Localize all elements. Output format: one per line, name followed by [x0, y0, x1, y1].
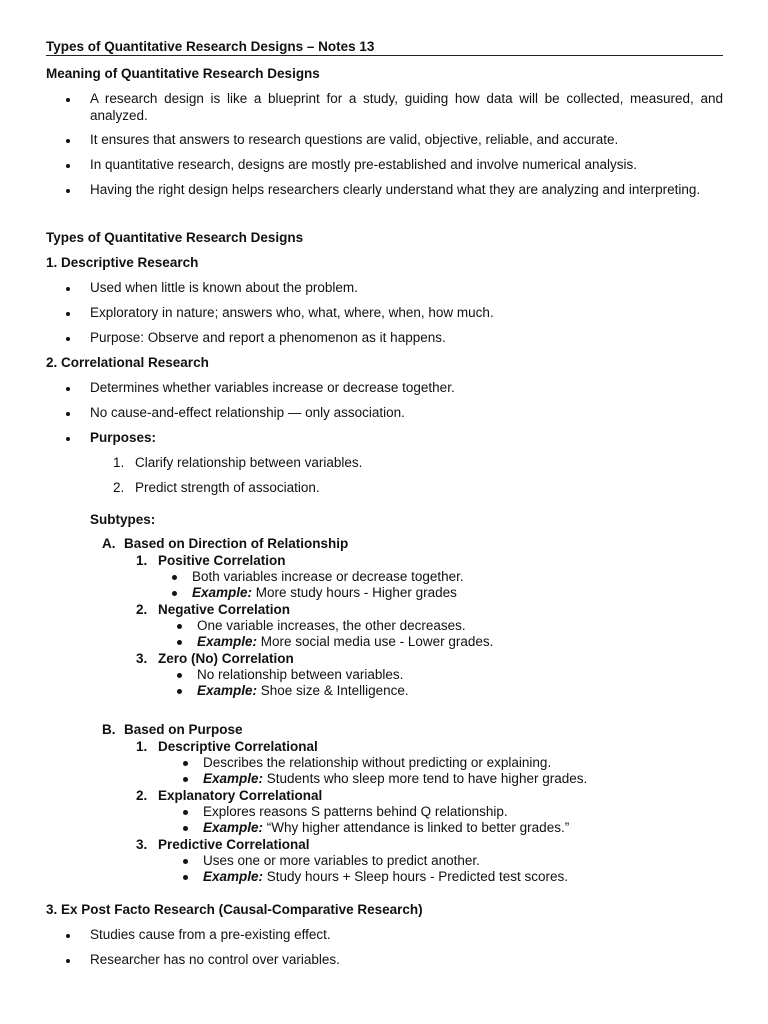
meaning-bullet-3: In quantitative research, designs are mostly pre-established and involve numerical analysis. — [90, 157, 638, 172]
purpose-item: Predict strength of association. — [135, 480, 320, 495]
correlational-bullet-2: No cause-and-effect relationship — only association. — [90, 405, 405, 420]
descriptive-bullet-3: Purpose: Observe and report a phenomenon as it happens. — [90, 330, 446, 345]
subtypes-label: Subtypes: — [90, 512, 156, 527]
bullet-icon — [66, 337, 70, 341]
meaning-bullet-1: A research design is like a blueprint for a study, guiding how data will be collected, measured, and analyzed. — [90, 91, 723, 123]
bullet-icon — [66, 164, 70, 168]
example-label: Example: — [192, 585, 253, 600]
bullet-icon — [66, 287, 70, 291]
ex-post-facto-bullet-2: Researcher has no control over variables. — [90, 952, 340, 967]
group-a-title: Based on Direction of Relationship — [124, 536, 349, 551]
bullet-icon — [66, 934, 70, 938]
correlational-bullet-1: Determines whether variables increase or decrease together. — [90, 380, 455, 395]
bullet-icon — [66, 312, 70, 316]
purpose-number: 2. — [113, 480, 125, 495]
subtype-example — [203, 771, 587, 787]
subtype-title: Negative Correlation — [158, 602, 291, 617]
descriptive-bullet-2: Exploratory in nature; answers who, what, where, when, how much. — [90, 305, 494, 320]
subtype-description: No relationship between variables. — [197, 667, 404, 682]
bullet-icon — [183, 875, 188, 880]
subtype-example — [203, 869, 568, 885]
example-label: Example: — [203, 771, 264, 786]
subtype-description: One variable increases, the other decreases. — [197, 618, 466, 633]
bullet-icon — [66, 98, 70, 102]
bullet-icon — [172, 591, 177, 596]
example-label: Example: — [197, 683, 258, 698]
bullet-icon — [66, 412, 70, 416]
descriptive-bullet-1: Used when little is known about the problem. — [90, 280, 358, 295]
example-text: Study hours + Sleep hours - Predicted test scores. — [263, 869, 569, 884]
subtype-example — [192, 585, 457, 601]
subtype-description: Explores reasons S patterns behind Q relationship. — [203, 804, 508, 819]
purpose-item: Clarify relationship between variables. — [135, 455, 363, 470]
example-text: Students who sleep more tend to have higher grades. — [263, 771, 588, 786]
example-label: Example: — [203, 820, 264, 835]
bullet-icon — [66, 437, 70, 441]
bullet-icon — [183, 761, 188, 766]
purposes-label: Purposes: — [90, 430, 157, 445]
bullet-icon — [177, 689, 182, 694]
descriptive-heading: 1. Descriptive Research — [46, 255, 199, 270]
title-rule — [46, 55, 723, 56]
subtype-number: 3. — [136, 651, 148, 666]
bullet-icon — [183, 777, 188, 782]
bullet-icon — [66, 189, 70, 193]
subtype-title: Positive Correlation — [158, 553, 286, 568]
types-heading: Types of Quantitative Research Designs — [46, 230, 304, 245]
subtype-number: 3. — [136, 837, 148, 852]
purpose-number: 1. — [113, 455, 125, 470]
bullet-icon — [66, 959, 70, 963]
subtype-description: Uses one or more variables to predict another. — [203, 853, 480, 868]
subtype-number: 2. — [136, 602, 148, 617]
page-title: Types of Quantitative Research Designs – Notes 13 — [46, 39, 375, 54]
subtype-number: 2. — [136, 788, 148, 803]
example-label: Example: — [197, 634, 258, 649]
bullet-icon — [183, 826, 188, 831]
subtype-example — [203, 820, 569, 836]
bullet-icon — [183, 810, 188, 815]
example-label: Example: — [203, 869, 264, 884]
subtype-number: 1. — [136, 553, 148, 568]
group-b-title: Based on Purpose — [124, 722, 243, 737]
subtype-example — [197, 634, 493, 650]
subtype-title: Explanatory Correlational — [158, 788, 323, 803]
example-text: “Why higher attendance is linked to better grades.” — [263, 820, 570, 835]
bullet-icon — [177, 624, 182, 629]
ex-post-facto-bullet-1: Studies cause from a pre-existing effect. — [90, 927, 331, 942]
bullet-icon — [172, 575, 177, 580]
bullet-icon — [66, 387, 70, 391]
correlational-heading: 2. Correlational Research — [46, 355, 209, 370]
bullet-icon — [177, 640, 182, 645]
meaning-heading: Meaning of Quantitative Research Designs — [46, 66, 320, 81]
ex-post-facto-heading: 3. Ex Post Facto Research (Causal-Comparative Research) — [46, 902, 423, 917]
bullet-icon — [66, 139, 70, 143]
example-text: More social media use - Lower grades. — [257, 634, 494, 649]
subtype-number: 1. — [136, 739, 148, 754]
subtype-description: Both variables increase or decrease together. — [192, 569, 464, 584]
meaning-bullet-2: It ensures that answers to research questions are valid, objective, reliable, and accurate. — [90, 132, 619, 147]
bullet-icon — [183, 859, 188, 864]
subtype-title: Predictive Correlational — [158, 837, 310, 852]
group-a-letter: A. — [102, 536, 116, 551]
example-text: Shoe size & Intelligence. — [257, 683, 409, 698]
bullet-icon — [177, 673, 182, 678]
group-b-letter: B. — [102, 722, 116, 737]
subtype-title: Descriptive Correlational — [158, 739, 318, 754]
example-text: More study hours - Higher grades — [252, 585, 457, 600]
meaning-bullet-4: Having the right design helps researchers clearly understand what they are analyzing and interpreting. — [90, 182, 701, 197]
subtype-description: Describes the relationship without predicting or explaining. — [203, 755, 552, 770]
subtype-example — [197, 683, 409, 699]
subtype-title: Zero (No) Correlation — [158, 651, 294, 666]
